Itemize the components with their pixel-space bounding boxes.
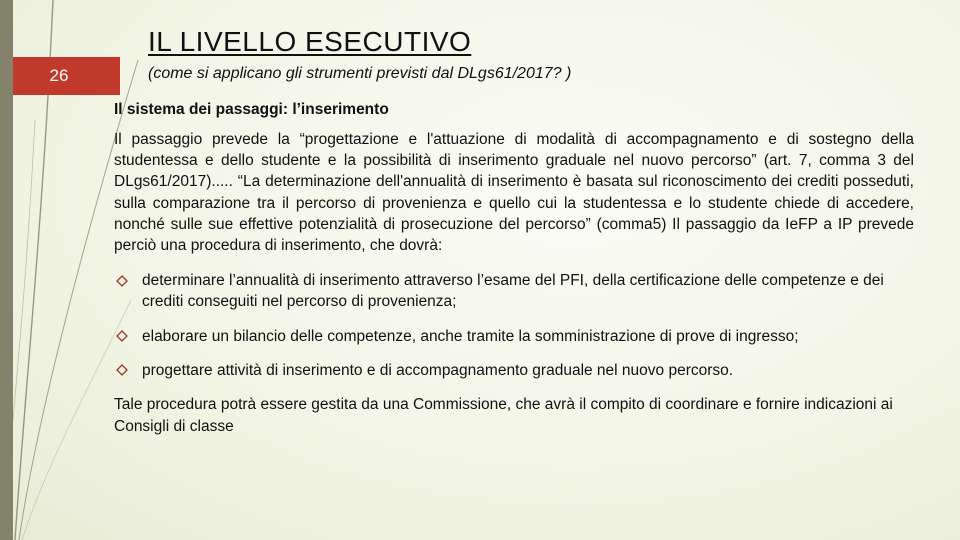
list-item <box>114 326 914 347</box>
slide-content <box>114 100 914 438</box>
slide-number: 26 <box>49 66 69 85</box>
diamond-outline-icon <box>114 360 142 381</box>
main-paragraph: Il passaggio prevede la “progettazione e l'attuazione di modalità di accompagnamento e di sostegno della studentessa e dello studente e la possibilità di inserimento graduale nel nuovo percorso” (art. 7, comma 3 del DLgs61/2017)..... “La determinazione dell'annualità di inserimento è basata sul riconoscimento dei crediti posseduti, sulla comparazione tra il percorso di provenienza e quello cui la studentessa e lo studente chiede di accedere, nonché sulle sue effettive potenzialità di prosecuzione del percorso” (comma5) Il passaggio da IeFP a IP prevede perciò una procedura di inserimento, che dovrà: <box>114 131 914 255</box>
left-sidebar-bar <box>0 0 13 540</box>
closing-paragraph: Tale procedura potrà essere gestita da una Commissione, che avrà il compito di coordinare e fornire indicazioni ai Consigli di classe <box>114 396 893 436</box>
slide-title: IL LIVELLO ESECUTIVO <box>148 26 472 57</box>
diamond-outline-icon <box>114 326 142 347</box>
bullet-text: determinare l’annualità di inserimento attraverso l’esame del PFI, della certificazione delle competenze e dei crediti conseguiti nel percorso di provenienza; <box>142 272 884 311</box>
bullet-text: progettare attività di inserimento e di accompagnamento graduale nel nuovo percorso. <box>142 361 734 379</box>
section-heading: Il sistema dei passaggi: l’inserimento <box>114 101 389 118</box>
diamond-outline-icon <box>114 270 142 291</box>
list-item <box>114 270 914 312</box>
list-item <box>114 360 914 381</box>
bullet-text: elaborare un bilancio delle competenze, anche tramite la somministrazione di prove di ingresso; <box>142 327 799 345</box>
slide-subtitle: (come si applicano gli strumenti previsti dal DLgs61/2017? ) <box>148 65 572 82</box>
bullet-list <box>114 270 914 381</box>
